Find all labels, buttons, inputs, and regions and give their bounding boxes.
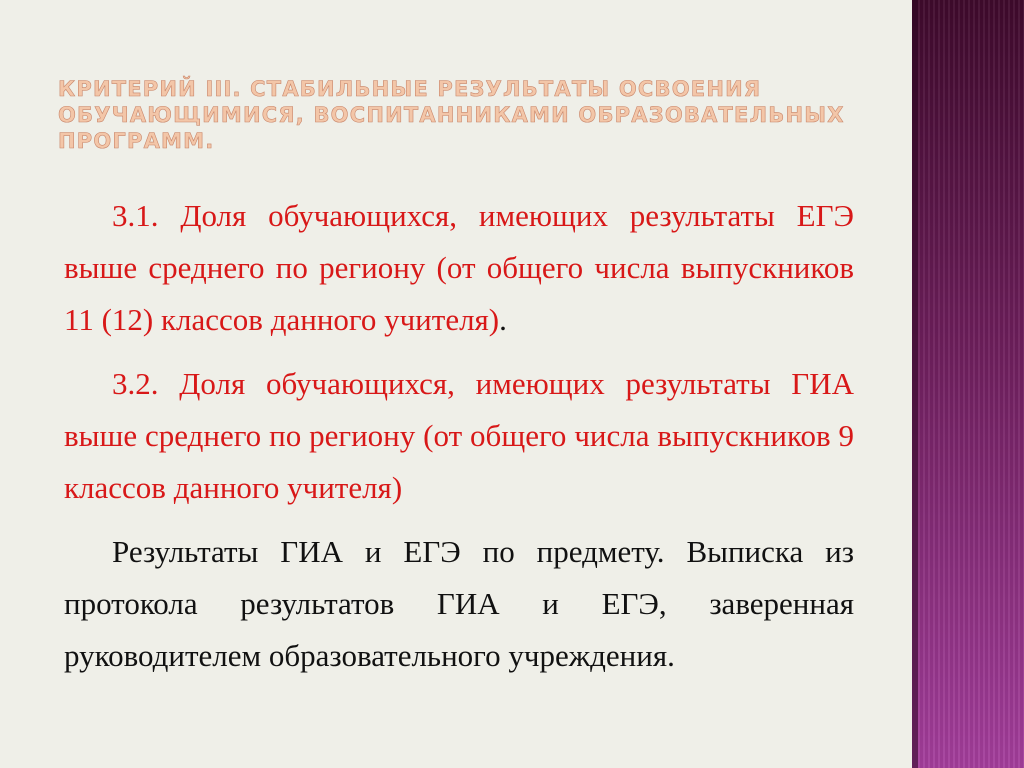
criterion-3-1 bbox=[64, 190, 854, 346]
criterion-3-1-text: 3.1. Доля обучающихся, имеющих результаты ЕГЭ выше среднего по региону (от общего числа выпускников 11 (12) классов данного учителя) bbox=[64, 198, 854, 337]
criterion-3-1-period: . bbox=[499, 302, 507, 337]
criterion-3-2: 3.2. Доля обучающихся, имеющих результаты ГИА выше среднего по региону (от общего числа выпускников 9 классов данного учителя) bbox=[64, 366, 854, 505]
slide-content bbox=[64, 190, 854, 694]
slide-title: КРИТЕРИЙ III. СТАБИЛЬНЫЕ РЕЗУЛЬТАТЫ ОСВОЕНИЯ ОБУЧАЮЩИМИСЯ, ВОСПИТАННИКАМИ ОБРАЗОВАТЕЛЬНЫХ ПРОГРАММ. bbox=[58, 77, 845, 153]
sidebar-stripes bbox=[918, 0, 1024, 768]
evidence-note: Результаты ГИА и ЕГЭ по предмету. Выписка из протокола результатов ГИА и ЕГЭ, заверенная руководителем образовательного учреждения. bbox=[64, 534, 854, 673]
